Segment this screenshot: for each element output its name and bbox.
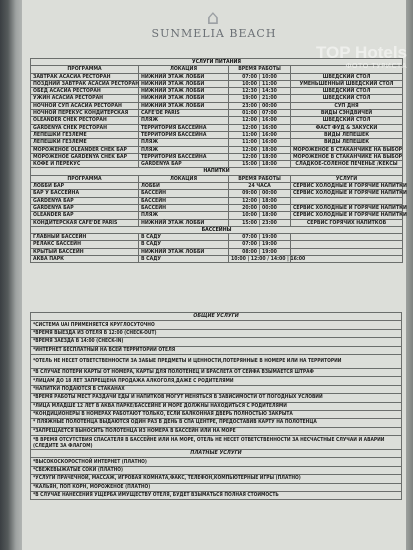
service-cell: ШВЕДСКИЙ СТОЛ (291, 95, 403, 102)
service-cell: МОРОЖЕНОЕ В СТАКАНЧИКЕ НА ВЫБОР (291, 153, 403, 160)
note-text: *ВРЕМЯ ВЫЕЗДА ИЗ ОТЕЛЯ В 12:00 (CHECK-OUT) (31, 329, 402, 337)
location-cell: ПЛЯЖ (139, 146, 229, 153)
program-cell: АКВА ПАРК (31, 256, 139, 263)
column-header: ЛОКАЦИЯ (139, 175, 229, 182)
service-cell (291, 197, 403, 204)
table-row (31, 110, 403, 117)
location-cell: В САДУ (139, 241, 229, 248)
hours-cell: 20:00 | 00:00 (229, 204, 291, 211)
table-row (31, 95, 403, 102)
tophotels-watermark (316, 44, 407, 70)
list-item (31, 354, 402, 368)
service-cell: СЕРВИС ХОЛОДНЫЕ И ГОРЯЧИЕ НАПИТКИ (291, 183, 403, 190)
meals-section-title: УСЛУГИ ПИТАНИЯ (31, 59, 403, 66)
services-table (30, 58, 407, 263)
table-row (31, 197, 403, 204)
note-text: *СИСТЕМА UAI ПРИМЕНЯЕТСЯ КРУГЛОСУТОЧНО (31, 321, 402, 329)
location-cell: В САДУ (139, 234, 229, 241)
hours-cell: 12:00 | 16:00 (229, 124, 291, 131)
column-header: ПРОГРАММА (31, 175, 139, 182)
note-text: *ОТЕЛЬ НЕ НЕСЕТ ОТВЕТСТВЕННОСТИ ЗА ЗАБЫЕ ПРЕДМЕТЫ И ЦЕННОСТИ,ПОТЕРЯННЫЕ В НОМЕРЕ ИЛИ НА ТЕРРИТОРИИ (31, 354, 402, 368)
program-cell: ЛЕПЕШКИ ГЕЗЛЕМЕ (31, 139, 139, 146)
hours-cell: 08:00 | 19:00 (229, 248, 291, 255)
pools-section-title: БАССЕЙНЫ (31, 226, 403, 233)
table-row (31, 124, 403, 131)
table-row (31, 161, 403, 168)
hours-cell: 15:00 | 23:00 (229, 219, 291, 226)
pools-section (31, 226, 403, 233)
column-header: ВРЕМЯ РАБОТЫ (229, 66, 291, 73)
table-row (31, 248, 403, 255)
list-item (31, 346, 402, 354)
hours-cell: 23:00 | 00:00 (229, 102, 291, 109)
note-text: *ЛИЦА МЛАДШЕ 12 ЛЕТ В АКВА ПАРКЕ/БАССЕЙНЕ И МОРЕ ДОЛЖНЫ НАХОДИТЬСЯ С РОДИТЕЛЯМИ (31, 402, 402, 410)
note-text: *НАПИТКИ ПОДАЮТСЯ В СТАКАНАХ (31, 385, 402, 393)
table-row (31, 234, 403, 241)
service-cell: ШВЕДСКИЙ СТОЛ (291, 73, 403, 80)
hours-cell: 24 ЧАСА (229, 183, 291, 190)
program-cell: GARDENYA БАР (31, 204, 139, 211)
location-cell: БАССЕЙН (139, 190, 229, 197)
table-row (31, 153, 403, 160)
program-cell: ОБЕД АСАСИА РЕСТОРАН (31, 88, 139, 95)
program-cell: МОРОЖЕНОЕ OLEANDER CHEK БАР (31, 146, 139, 153)
list-item (31, 475, 402, 483)
hours-cell: 10:00 | 12:00 / 14:00 | 16:00 (229, 256, 291, 263)
list-item (31, 492, 402, 500)
location-cell: ЛОББИ (139, 183, 229, 190)
table-row (31, 241, 403, 248)
note-text: *В СЛУЧАЕ НАНЕСЕНИЯ УЩЕРБА ИМУЩЕСТВУ ОТЕЛЯ, БУДЕТ ВЗЫМАТЬСЯ ПОЛНАЯ СТОИМОСТЬ (31, 492, 402, 500)
service-cell (291, 248, 403, 255)
service-cell: ФАСТ ФУД & ЗАКУСКИ (291, 124, 403, 131)
table-row (31, 212, 403, 219)
location-cell: ТЕРРИТОРИЯ БАССЕЙНА (139, 153, 229, 160)
table-row (31, 139, 403, 146)
list-item (31, 368, 402, 376)
location-cell: GARDENYA БАР (139, 161, 229, 168)
notice-sheet (22, 0, 406, 550)
service-cell: ВИДЫ ЛЕПЕШЕК (291, 131, 403, 138)
program-cell: УЖИН АСАСИА РЕСТОРАН (31, 95, 139, 102)
program-cell: ЛОББИ БАР (31, 183, 139, 190)
hours-cell: 10:00 | 18:00 (229, 212, 291, 219)
service-cell: ШВЕДСКИЙ СТОЛ (291, 88, 403, 95)
note-text: *В СЛУЧАЕ ПОТЕРИ КАРТЫ ОТ НОМЕРА, КАРТЫ ДЛЯ ПОЛОТЕНЕЦ И БРАСЛЕТА ОТ СЕЙФА ВЗЫМАЕТСЯ ШТРАФ (31, 368, 402, 376)
location-cell: ПЛЯЖ (139, 212, 229, 219)
list-item (31, 410, 402, 418)
service-cell: ВИДЫ СЭНДВИЧЕЙ (291, 110, 403, 117)
list-item (31, 458, 402, 466)
location-cell: НИЖНИЙ ЭТАЖ ЛОББИ (139, 248, 229, 255)
column-header: ЛОКАЦИЯ (139, 66, 229, 73)
hours-cell: 12:30 | 14:30 (229, 88, 291, 95)
note-text: *ВРЕМЯ ЗАЕЗДА В 14:00 (CHECK-IN) (31, 338, 402, 346)
table-row (31, 102, 403, 109)
note-text: *ЗАПРЕЩАЕТСЯ ВЫНОСИТЬ ПОЛОТЕНЦА ИЗ НОМЕРА В БАССЕЙН ИЛИ НА МОРЕ (31, 427, 402, 435)
service-cell (291, 241, 403, 248)
hours-cell: 01:00 | 07:00 (229, 110, 291, 117)
list-item (31, 436, 402, 450)
table-row (31, 190, 403, 197)
service-cell (291, 256, 403, 263)
hotel-logo (22, 6, 406, 40)
table-row (31, 131, 403, 138)
list-item (31, 483, 402, 491)
hours-cell: 09:00 | 00:00 (229, 190, 291, 197)
location-cell: В САДУ (139, 256, 229, 263)
list-item (31, 321, 402, 329)
logo-name: SUNMELIA BEACH (151, 27, 277, 40)
hours-cell: 10:00 | 11:00 (229, 80, 291, 87)
service-cell: СЛАДКОЕ-СОЛЕНОЕ ПЕЧЕНЬЕ /КЕКСЫ (291, 161, 403, 168)
program-cell: GARDENYA CHEK РЕСТОРАН (31, 124, 139, 131)
list-item (31, 402, 402, 410)
program-cell: КРЫТЫЙ БАССЕЙН (31, 248, 139, 255)
service-cell: МОРОЖЕНОЕ В СТАКАНЧИКЕ НА ВЫБОР (291, 146, 403, 153)
list-item (31, 385, 402, 393)
general-services-table (30, 312, 402, 500)
table-row (31, 80, 403, 87)
column-header: ПРОГРАММА (31, 66, 139, 73)
program-cell: БАР У БАССЕЙНА (31, 190, 139, 197)
service-cell (291, 234, 403, 241)
drinks-section (31, 168, 403, 175)
location-cell: ТЕРРИТОРИЯ БАССЕЙНА (139, 131, 229, 138)
logo-emblem-icon: ⌂ (206, 5, 222, 29)
table-header-row (31, 175, 403, 182)
watermark-brand: TOP Hotels (315, 43, 407, 62)
watermark-sub: ФОТО ТУРИСТА (345, 62, 407, 70)
list-item (31, 329, 402, 337)
list-item (31, 338, 402, 346)
table-row (31, 183, 403, 190)
location-cell: НИЖНИЙ ЭТАЖ ЛОББИ (139, 80, 229, 87)
service-cell: СЕРВИС ГОРЯЧИХ НАПИТКОВ (291, 219, 403, 226)
program-cell: OLEANDER CHEK РЕСТОРАН (31, 117, 139, 124)
service-cell: ВИДЫ ЛЕПЕШЕК (291, 139, 403, 146)
location-cell: НИЖНИЙ ЭТАЖ ЛОББИ (139, 88, 229, 95)
list-item (31, 377, 402, 385)
program-cell: OLEANDER БАР (31, 212, 139, 219)
list-item (31, 419, 402, 427)
table-row (31, 117, 403, 124)
location-cell: ПЛЯЖ (139, 117, 229, 124)
table-row (31, 146, 403, 153)
table-row (31, 256, 403, 263)
program-cell: РЕЛАКС БАССЕЙН (31, 241, 139, 248)
service-cell: ШВЕДСКИЙ СТОЛ (291, 117, 403, 124)
hours-cell: 11:00 | 16:00 (229, 139, 291, 146)
general-section (31, 313, 402, 321)
service-cell: СУП ДНЯ (291, 102, 403, 109)
location-cell: CAFE'DE PARIS (139, 110, 229, 117)
note-text: *ВЫСОКОСКОРОСТНОЙ ИНТЕРНЕТ (ПЛАТНО) (31, 458, 402, 466)
note-text: *ИНТЕРНЕТ БЕСПЛАТНЫЙ НА ВСЕЙ ТЕРРИТОРИИ ОТЕЛЯ (31, 346, 402, 354)
hours-cell: 12:00 | 18:00 (229, 153, 291, 160)
service-cell: СЕРВИС ХОЛОДНЫЕ И ГОРЯЧИЕ НАПИТКИ (291, 190, 403, 197)
hours-cell: 07:00 | 19:00 (229, 234, 291, 241)
column-header: ВРЕМЯ РАБОТЫ (229, 175, 291, 182)
paid-section (31, 450, 402, 458)
program-cell: МОРОЖЕНОЕ GARDENYA CHEK БАР (31, 153, 139, 160)
location-cell: НИЖНИЙ ЭТАЖ ЛОББИ (139, 73, 229, 80)
list-item (31, 427, 402, 435)
location-cell: ТЕРРИТОРИЯ БАССЕЙНА (139, 124, 229, 131)
service-cell: УМЕНЬШЕННЫЙ ШВЕДСКИЙ СТОЛ (291, 80, 403, 87)
program-cell: ГЛАВНЫЙ БАССЕЙН (31, 234, 139, 241)
paid-section-title: ПЛАТНЫЕ УСЛУГИ (31, 450, 402, 458)
note-text: *КОНДИЦИОНЕРЫ В НОМЕРАХ РАБОТАЮТ ТОЛЬКО, ЕСЛИ БАЛКОННАЯ ДВЕРЬ ПОЛНОСТЬЮ ЗАКРЫТА (31, 410, 402, 418)
program-cell: ПОЗДНИЙ ЗАВТРАК АСАСИА РЕСТОРАН (31, 80, 139, 87)
location-cell: БАССЕЙН (139, 204, 229, 211)
location-cell: НИЖНИЙ ЭТАЖ ЛОББИ (139, 219, 229, 226)
hours-cell: 15:00 | 18:00 (229, 161, 291, 168)
list-item (31, 394, 402, 402)
service-cell: СЕРВИС ХОЛОДНЫЕ И ГОРЯЧИЕ НАПИТКИ (291, 212, 403, 219)
program-cell: КОФЕ И ПЕРЕКУС (31, 161, 139, 168)
note-text: *ЛИЦАМ ДО 18 ЛЕТ ЗАПРЕЩЕНА ПРОДАЖА АЛКОГОЛЯ,ДАЖЕ С РОДИТЕЛЯМИ (31, 377, 402, 385)
note-text: *СВЕЖЕВЫЖАТЫЕ СОКИ (ПЛАТНО) (31, 466, 402, 474)
note-text: * ПЛЯЖНЫЕ ПОЛОТЕНЦА ВЫДАЮТСЯ ОДИН РАЗ В ДЕНЬ В СПА ЦЕНТРЕ, ПРЕДОСТАВИВ КАРТУ НА ПОЛОТЕНЦА (31, 419, 402, 427)
general-section-title: ОБЩИЕ УСЛУГИ (31, 313, 402, 321)
note-text: *ВРЕМЯ РАБОТЫ МЕСТ РАЗДАЧИ ЕДЫ И НАПИТКОВ МОГУТ МЕНЯТЬСЯ В ЗАВИСИМОСТИ ОТ ПОГОДНЫХ УСЛОВИЙ (31, 394, 402, 402)
program-cell: НОЧНОЙ СУП АСАСИА РЕСТОРАН (31, 102, 139, 109)
column-header: УСЛУГИ (291, 175, 403, 182)
program-cell: ЗАВТРАК АСАСИА РЕСТОРАН (31, 73, 139, 80)
hours-cell: 07:00 | 10:00 (229, 73, 291, 80)
hours-cell: 12:00 | 18:00 (229, 146, 291, 153)
program-cell: ЛЕПЕШКИ ГЕЗЛЕМЕ (31, 131, 139, 138)
hours-cell: 12:00 | 16:00 (229, 117, 291, 124)
table-row (31, 73, 403, 80)
program-cell: GARDENYA БАР (31, 197, 139, 204)
hours-cell: 19:00 | 21:00 (229, 95, 291, 102)
location-cell: НИЖНИЙ ЭТАЖ ЛОББИ (139, 95, 229, 102)
note-text: *УСЛУГИ ПРАЧЕЧНОЙ, МАССАЖ, ИГРОВАЯ КОМНАТА,ФАКС, ТЕЛЕФОН,КОМПЬЮТЕРНЫЕ ИГРЫ (ПЛАТНО) (31, 475, 402, 483)
drinks-section-title: НАПИТКИ (31, 168, 403, 175)
note-text: *КАЛЬЯН, ПОП КОРН, МОРОЖЕНОЕ (ПЛАТНО) (31, 483, 402, 491)
hours-cell: 07:00 | 19:00 (229, 241, 291, 248)
hours-cell: 12:00 | 18:00 (229, 197, 291, 204)
table-row (31, 88, 403, 95)
hours-cell: 11:00 | 16:00 (229, 131, 291, 138)
service-cell: СЕРВИС ХОЛОДНЫЕ И ГОРЯЧИЕ НАПИТКИ (291, 204, 403, 211)
location-cell: НИЖНИЙ ЭТАЖ ЛОББИ (139, 102, 229, 109)
list-item (31, 466, 402, 474)
table-row (31, 204, 403, 211)
note-text: *В ВРЕМЯ ОТСУТСТВИЯ СПАСАТЕЛЯ В БАССЕЙНЕ ИЛИ НА МОРЕ, ОТЕЛЬ НЕ НЕСЕТ ОТВЕТСТВЕННОСТИ ЗА НЕСЧАСТНЫЕ СЛУЧАИ И АВАРИИ (СЛЕДИТЕ ЗА ФЛАГОМ) (31, 436, 402, 450)
table-row (31, 219, 403, 226)
program-cell: НОЧНОЙ ПЕРЕКУС КОНДИТЕРСКАЯ (31, 110, 139, 117)
program-cell: КОНДИТЕРСКАЯ CAFE'DE PARIS (31, 219, 139, 226)
location-cell: ПЛЯЖ (139, 139, 229, 146)
location-cell: БАССЕЙН (139, 197, 229, 204)
